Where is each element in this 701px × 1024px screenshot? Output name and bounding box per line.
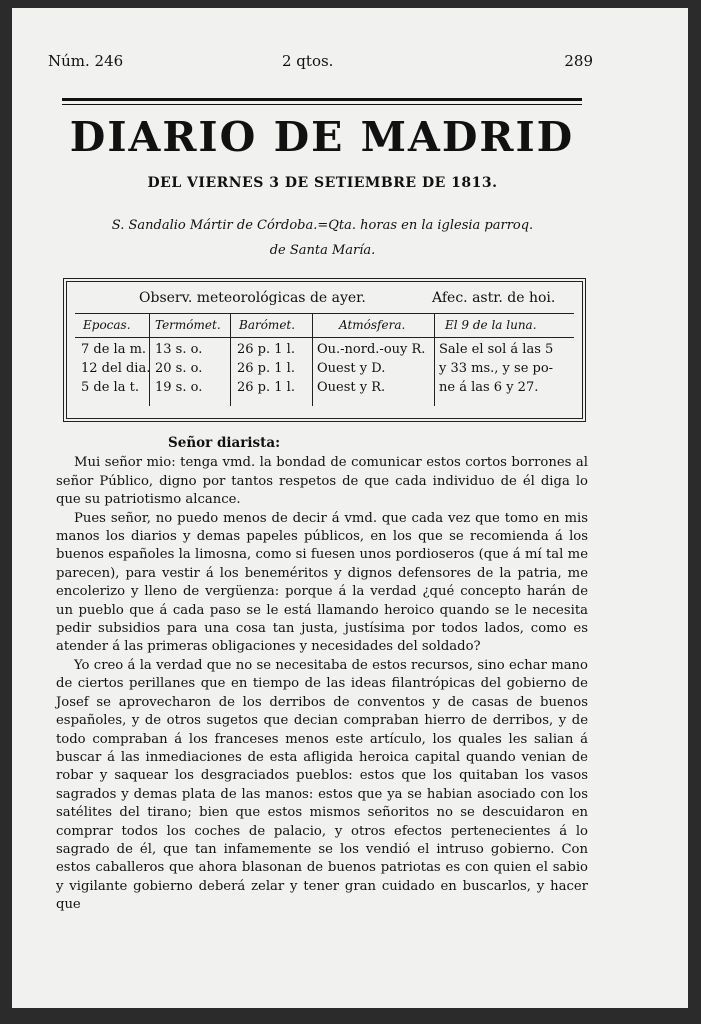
letter-body [56, 434, 588, 915]
column-header: Epocas. [83, 318, 131, 332]
table-column-divider [312, 314, 313, 406]
table-cell: ne á las 6 y 27. [439, 380, 539, 395]
letter-greeting: Señor diarista: [168, 435, 281, 451]
column-header: Atmósfera. [339, 318, 406, 332]
table-cell: 13 s. o. [155, 342, 203, 357]
saint-line-1: S. Sandalio Mártir de Córdoba.=Qta. horas en la iglesia parroq. [111, 218, 534, 233]
letter-paragraph: Pues señor, no puedo menos de decir á vmd. que cada vez que tomo en mis manos los diarios y demas papeles públicos, en los que se recomienda á los buenos españoles la limosna, como si fuesen unos pordioseros (que á mí tal me parecen), para vestir á los beneméritos y dignos defensores de la patria, me encolerizo y lleno de vergüenza: porque á la verdad ¿qué concepto harán de un pueblo que á cada paso se le está llamando heroico quando se le necesita pedir subsidios para una cosa tan justa, justísima por todos lados, como es atender á las primeras obligaciones y necesidades del soldado? [56, 510, 588, 655]
table-heading-observations: Observ. meteorológicas de ayer. [139, 290, 366, 306]
table-column-divider [434, 314, 435, 406]
column-header: Barómet. [239, 318, 296, 332]
table-cell: 12 del dia. [81, 361, 151, 376]
page-number: 289 [564, 52, 593, 70]
masthead-rule-thick [62, 98, 582, 101]
table-cell: Ouest y R. [317, 380, 386, 395]
saint-line-2: de Santa María. [269, 243, 376, 258]
table-column-divider [149, 314, 150, 406]
table-cell: Sale el sol á las 5 [439, 342, 554, 357]
column-header: Termómet. [155, 318, 221, 332]
table-heading-astronomy: Afec. astr. de hoi. [432, 290, 556, 306]
table-cell: 26 p. 1 l. [237, 342, 295, 357]
issue-price: 2 qtos. [282, 52, 334, 70]
table-cell: 20 s. o. [155, 361, 203, 376]
table-cell: 26 p. 1 l. [237, 380, 295, 395]
table-cell: y 33 ms., y se po- [439, 361, 554, 376]
column-header: El 9 de la luna. [445, 318, 537, 332]
table-cell: 7 de la m. [81, 342, 147, 357]
table-column-divider [230, 314, 231, 406]
weather-table [63, 278, 586, 422]
table-cell: 19 s. o. [155, 380, 203, 395]
letter-paragraph: Mui señor mio: tenga vmd. la bondad de comunicar estos cortos borrones al señor Público, digno por tantos respetos de que cada individuo de él diga lo que su patriotismo alcance. [56, 455, 588, 508]
issue-number: Núm. 246 [48, 52, 124, 70]
table-cell: 26 p. 1 l. [237, 361, 295, 376]
dateline: DEL VIERNES 3 DE SETIEMBRE DE 1813. [147, 175, 498, 191]
masthead-rule-thin [62, 104, 582, 105]
table-cell: 5 de la t. [81, 380, 139, 395]
letter-paragraph: Yo creo á la verdad que no se necesitaba de estos recursos, sino echar mano de ciertos perillanes que en tiempo de las ideas filantrópicas del gobierno de Josef se aprovecharon de los derribos de conventos y de casas de buenos españoles, y de otros sugetos que decian compraban hierro de derribos, y de todo compraban á los franceses menos este artículo, los quales les salian á buscar á las inmediaciones de esta afligida heroica capital quando venian de robar y saquear los desgraciados pueblos: estos que los quitaban los vasos sagrados y demas plata de las manos: estos que ya se habian asociado con los satélites del tirano; bien que estos mismos señoritos no se descuidaron en comprar todos los coches de palacio, y otros efectos pertenecientes á lo sagrado de él, que tan infamemente se los vendió el intruso gobierno. Con estos caballeros que ahora blasonan de buenos patriotas es con quien el sabio y vigilante gobierno deberá zelar y tener gran cuidado en buscarlos, y hacer que [56, 657, 588, 913]
table-cell: Ouest y D. [317, 361, 386, 376]
newspaper-title: DIARIO DE MADRID [69, 113, 575, 161]
table-cell: Ou.-nord.-ouy R. [317, 342, 426, 357]
